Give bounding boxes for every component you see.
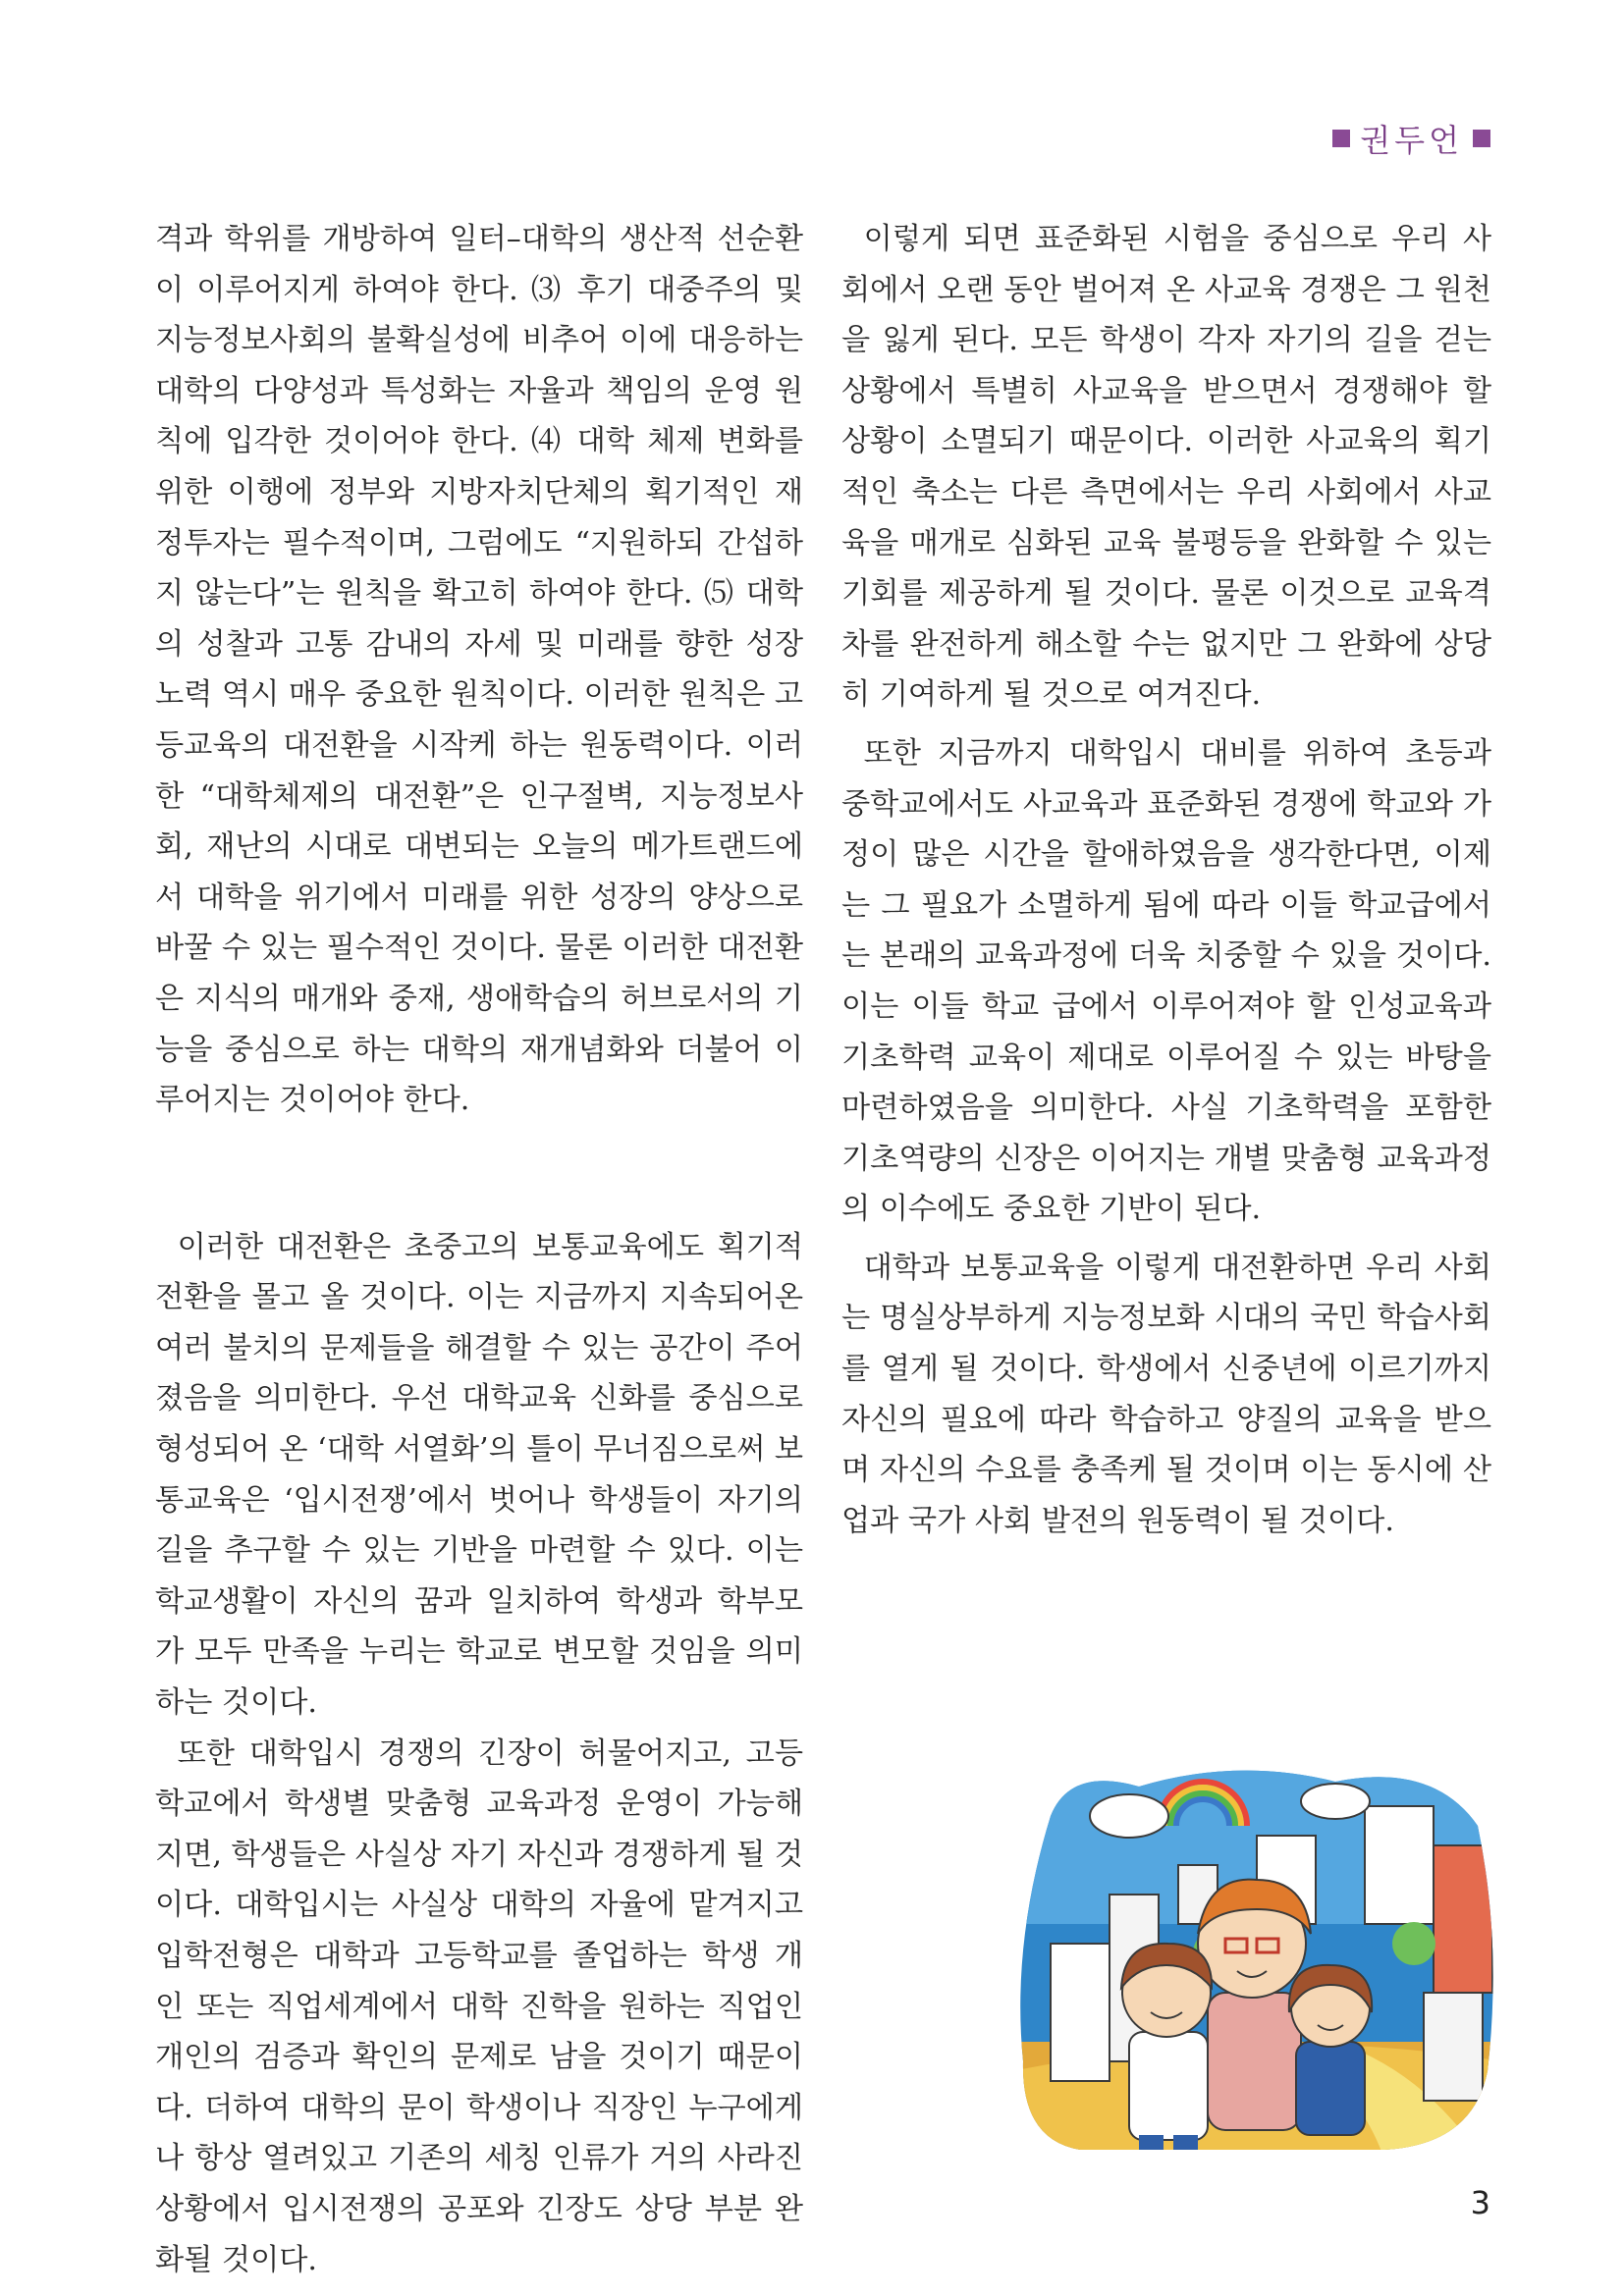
right-column: [841, 214, 1491, 1546]
daughter-figure: [1289, 1965, 1372, 2135]
left-column: [155, 214, 803, 2285]
right-paragraph-1: 이렇게 되면 표준화된 시험을 중심으로 우리 사회에서 오랜 동안 벌어져 온 사교육 경쟁은 그 원천을 잃게 된다. 모든 학생이 각자 자기의 길을 걷는 상황에서 특별히 사교육을 받으면서 경쟁해야 할 상황이 소멸되기 때문이다. 이러한 사교육의 획기적인 축소는 다른 측면에서는 우리 사회에서 사교육을 매개로 심화된 교육 불평등을 완화할 수 있는 기회를 제공하게 될 것이다. 물론 이것으로 교육격차를 완전하게 해소할 수는 없지만 그 완화에 상당히 기여하게 될 것으로 여겨진다.: [841, 222, 1491, 713]
right-paragraph-2: 또한 지금까지 대학입시 대비를 위하여 초등과 중학교에서도 사교육과 표준화된 경쟁에 학교와 가정이 많은 시간을 할애하였음을 생각한다면, 이제는 그 필요가 소멸하게 됨에 따라 이들 학교급에서는 본래의 교육과정에 더욱 치중할 수 있을 것이다. 이는 이들 학교 급에서 이루어져야 할 인성교육과 기초학력 교육이 제대로 이루어질 수 있는 바탕을 마련하였음을 의미한다. 사실 기초학력을 포함한 기초역량의 신장은 이어지는 개별 맞춤형 교육과정의 이수에도 중요한 기반이 된다.: [841, 735, 1491, 1227]
left-paragraph-3: 또한 대학입시 경쟁의 긴장이 허물어지고, 고등학교에서 학생별 맞춤형 교육과정 운영이 가능해지면, 학생들은 사실상 자기 자신과 경쟁하게 될 것이다. 대학입시는 사실상 대학의 자율에 맡겨지고 입학전형은 대학과 고등학교를 졸업하는 학생 개인 또는 직업세계에서 대학 진학을 원하는 직업인 개인의 검증과 확인의 문제로 남을 것이기 때문이다. 더하여 대학의 문이 학생이나 직장인 누구에게나 항상 열려있고 기존의 세칭 인류가 거의 사라진 상황에서 입시전쟁의 공포와 긴장도 상당 부분 완화될 것이다.: [155, 1735, 803, 2277]
left-paragraph-2: 이러한 대전환은 초중고의 보통교육에도 획기적 전환을 몰고 올 것이다. 이는 지금까지 지속되어온 여러 불치의 문제들을 해결할 수 있는 공간이 주어졌음을 의미한다. 우선 대학교육 신화를 중심으로 형성되어 온 ‘대학 서열화’의 틀이 무너짐으로써 보통교육은 ‘입시전쟁’에서 벗어나 학생들이 자기의 길을 추구할 수 있는 기반을 마련할 수 있다. 이는 학교생활이 자신의 꿈과 일치하여 학생과 학부모가 모두 만족을 누리는 학교로 변모할 것임을 의미하는 것이다.: [155, 1229, 803, 1721]
header-square-right-icon: [1473, 130, 1490, 147]
right-paragraph-3: 대학과 보통교육을 이렇게 대전환하면 우리 사회는 명실상부하게 지능정보화 시대의 국민 학습사회를 열게 될 것이다. 학생에서 신중년에 이르기까지 자신의 필요에 따라 학습하고 양질의 교육을 받으며 자신의 수요를 충족케 될 것이며 이는 동시에 산업과 국가 사회 발전의 원동력이 될 것이다.: [841, 1250, 1491, 1538]
section-header: [1332, 116, 1490, 161]
son-figure: [1121, 1944, 1212, 2160]
page-number: 3: [1470, 2184, 1490, 2221]
header-square-left-icon: [1332, 130, 1350, 147]
family-city-illustration: [1011, 1747, 1502, 2160]
left-paragraph-1: 격과 학위를 개방하여 일터–대학의 생산적 선순환이 이루어지게 하여야 한다. ⑶ 후기 대중주의 및 지능정보사회의 불확실성에 비추어 이에 대응하는 대학의 다양성과 특성화는 자율과 책임의 운영 원칙에 입각한 것이어야 한다. ⑷ 대학 체제 변화를 위한 이행에 정부와 지방자치단체의 획기적인 재정투자는 필수적이며, 그럼에도 “지원하되 간섭하지 않는다”는 원칙을 확고히 하여야 한다. ⑸ 대학의 성찰과 고통 감내의 자세 및 미래를 향한 성장 노력 역시 매우 중요한 원칙이다. 이러한 원칙은 고등교육의 대전환을 시작케 하는 원동력이다. 이러한 “대학체제의 대전환”은 인구절벽, 지능정보사회, 재난의 시대로 대변되는 오늘의 메가트랜드에서 대학을 위기에서 미래를 위한 성장의 양상으로 바꿀 수 있는 필수적인 것이다. 물론 이러한 대전환은 지식의 매개와 중재, 생애학습의 허브로서의 기능을 중심으로 하는 대학의 재개념화와 더불어 이루어지는 것이어야 한다.: [155, 222, 803, 1118]
header-label: 권두언: [1360, 122, 1463, 159]
